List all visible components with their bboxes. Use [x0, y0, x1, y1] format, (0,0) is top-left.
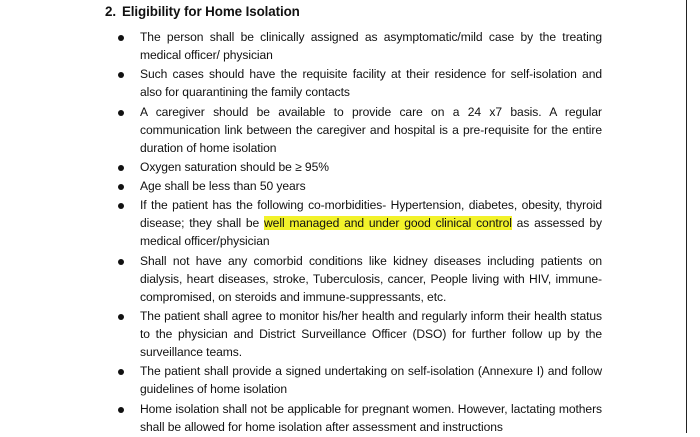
criterion-item: [118, 196, 602, 250]
section-heading: [105, 2, 300, 22]
bullet-icon: [118, 407, 124, 413]
criterion-text: Such cases should have the requisite facility at their residence for self-isolation and also for quarantining the family contacts: [140, 67, 602, 100]
bullet-icon: [118, 259, 124, 265]
criterion-item: [118, 158, 602, 176]
bullet-icon: [118, 165, 124, 171]
criterion-text: Oxygen saturation should be ≥ 95%: [140, 159, 329, 174]
bullet-icon: [118, 72, 124, 78]
criterion-item: [118, 103, 602, 157]
criterion-item: [118, 400, 602, 436]
criterion-text: Age shall be less than 50 years: [140, 179, 306, 194]
criterion-text: The patient shall provide a signed undertaking on self-isolation (Annexure I) and follow guidelines of home isolation: [140, 364, 602, 397]
eligibility-criteria-list: [118, 28, 602, 437]
bullet-icon: [118, 184, 124, 190]
criterion-item: [118, 177, 602, 195]
section-number: 2.: [105, 4, 116, 19]
criterion-text: Shall not have any comorbid conditions like kidney diseases including patients on dialysis, heart diseases, stroke, Tuberculosis, cancer, People living with HIV, immune-compromised, on steroids and immune-suppressants, etc.: [140, 253, 602, 304]
criterion-text: A caregiver should be available to provide care on a 24 x7 basis. A regular communication link between the caregiver and hospital is a pre-requisite for the entire duration of home isolation: [140, 104, 602, 155]
criterion-item: [118, 307, 602, 361]
bullet-icon: [118, 369, 124, 375]
bullet-icon: [118, 35, 124, 41]
criterion-item: [118, 362, 602, 398]
criterion-text: The person shall be clinically assigned as asymptomatic/mild case by the treating medical officer/ physician: [140, 30, 602, 62]
criterion-item: [118, 28, 602, 64]
page-border: [686, 0, 687, 433]
criterion-text-before: If the patient has the following co-morbidities- Hypertension, diabetes, obesity, thyroid disease; they shall be: [140, 198, 602, 231]
highlighted-text: well managed and under good clinical control: [264, 216, 512, 231]
bullet-icon: [118, 314, 124, 320]
bullet-icon: [118, 203, 124, 209]
criterion-text: The patient shall agree to monitor his/her health and regularly inform their health status to the physician and District Surveillance Officer (DSO) for further follow up by the surveillance teams.: [140, 309, 602, 360]
criterion-text-after: as assessed by medical officer/physician: [140, 216, 602, 249]
criterion-text: Home isolation shall not be applicable for pregnant women. However, lactating mothers shall be allowed for home isolation after assessment and instructions: [140, 401, 602, 434]
criterion-item: [118, 65, 602, 101]
section-title: Eligibility for Home Isolation: [121, 4, 300, 19]
criterion-item: [118, 252, 602, 306]
bullet-icon: [118, 110, 124, 116]
